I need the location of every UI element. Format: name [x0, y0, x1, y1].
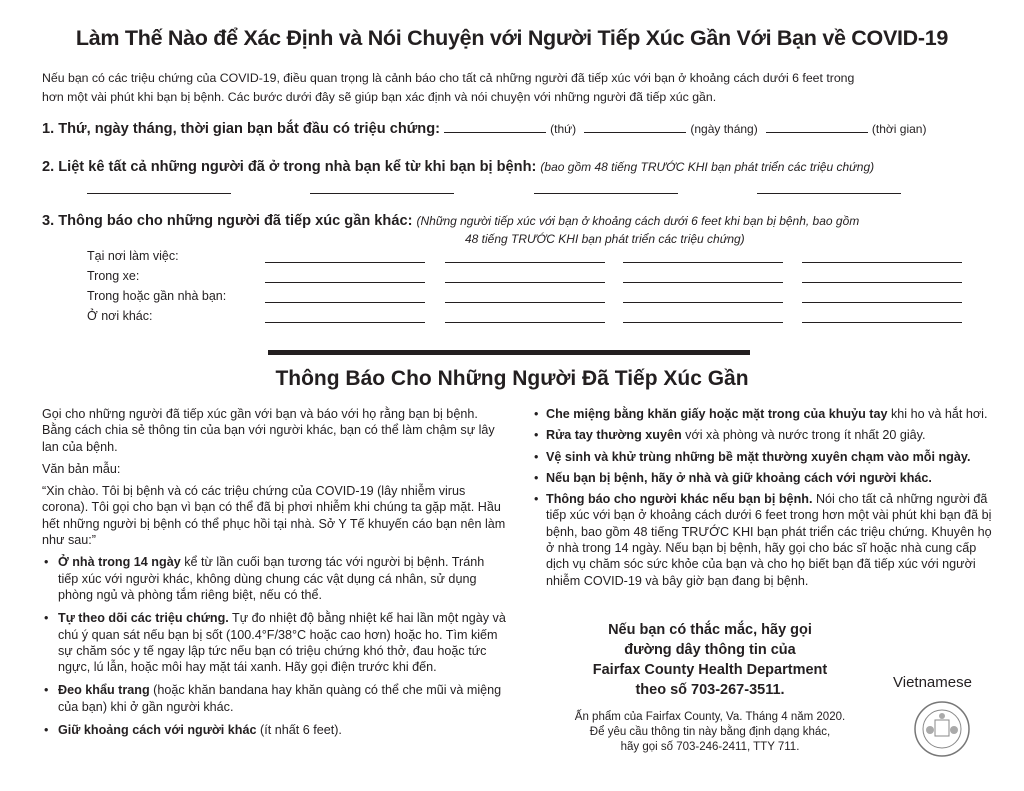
- sample-script: “Xin chào. Tôi bị bệnh và có các triệu chứng của COVID-19 (lây nhiễm virus corona). Tôi gọi cho bạn vì bạn có thể đã bị phơi nhiễm khi chúng ta gặp mặt. Hầu hết những người bị bệnh có thể phục hồi tại nhà. Sở Y Tế khuyến cáo bạn nên làm như sau:”: [42, 484, 506, 548]
- contact-field[interactable]: [265, 322, 425, 323]
- bullet-text: kể từ lần cuối bạn tương tác với người bị bệnh. Tránh tiếp xúc với người khác, không dùng chung các vật dụng cá nhân, sử dụng phòng ngủ và phòng tắm riêng biệt, nếu có thể.: [58, 555, 485, 602]
- page-title: Làm Thế Nào để Xác Định và Nói Chuyện với Người Tiếp Xúc Gần Với Bạn về COVID-19: [75, 26, 949, 50]
- paragraph: Văn bản mẫu:: [42, 461, 121, 476]
- bullet-text: (ít nhất 6 feet).: [256, 723, 342, 738]
- county-seal-icon: [913, 700, 971, 758]
- bullet-item: [532, 491, 997, 589]
- right-column: [532, 406, 997, 594]
- bullet-bold: Ở nhà trong 14 ngày: [58, 555, 181, 570]
- bullet-bold: Tự theo dõi các triệu chứng.: [58, 611, 229, 626]
- q1-label: 1. Thứ, ngày tháng, thời gian bạn bắt đầu có triệu chứng:: [42, 121, 440, 137]
- left-column: [42, 406, 507, 745]
- contact-field[interactable]: [445, 302, 605, 303]
- intro: [42, 69, 982, 107]
- contact-field[interactable]: [445, 282, 605, 283]
- paragraph: Gọi cho những người đã tiếp xúc gần với bạn và báo với họ rằng bạn bị bệnh. Bằng cách chia sẻ thông tin của bạn với người khác, bạn có thể làm chậm sự lây lan của bệnh.: [42, 407, 495, 454]
- contact-field[interactable]: [623, 282, 783, 283]
- bullet-text: với xà phòng và nước trong ít nhất 20 giây.: [681, 428, 926, 443]
- contact-field[interactable]: [445, 262, 605, 263]
- divider: [268, 350, 750, 355]
- contact-field[interactable]: [802, 322, 962, 323]
- contact-field[interactable]: [802, 282, 962, 283]
- row-label-work: Tại nơi làm việc:: [87, 249, 179, 263]
- pub-line: Để yêu cầu thông tin này bằng định dạng khác,: [589, 726, 831, 738]
- publication-info: [540, 710, 880, 755]
- time-label: (thời gian): [871, 122, 927, 136]
- contact-field[interactable]: [623, 262, 783, 263]
- date-label: (ngày tháng): [690, 122, 758, 136]
- q2-label: 2. Liệt kê tất cả những người đã ở trong nhà bạn kể từ khi bạn bị bệnh:: [42, 159, 537, 175]
- bullet-item: [42, 722, 507, 738]
- bullet-item: [42, 610, 507, 675]
- bullet-item: [532, 406, 997, 422]
- question-3: [42, 213, 859, 229]
- pub-line: Ấn phẩm của Fairfax County, Va. Tháng 4 năm 2020.: [574, 711, 846, 723]
- bullet-text: (hoặc khăn bandana hay khăn quàng có thể che mũi và miệng của bạn) khi ở gần người khác.: [58, 683, 502, 714]
- bullet-bold: Vệ sinh và khử trùng những bề mặt thường xuyên chạm vào mỗi ngày.: [546, 449, 971, 464]
- bullet-bold: Thông báo cho người khác nếu bạn bị bệnh.: [546, 492, 813, 507]
- bullet-text: khi ho và hắt hơi.: [887, 407, 988, 421]
- question-1: [42, 121, 926, 137]
- day-field[interactable]: [444, 121, 546, 133]
- pub-line: hãy gọi số 703-246-2411, TTY 711.: [620, 741, 800, 753]
- contact-field[interactable]: [265, 262, 425, 263]
- q3-label: 3. Thông báo cho những người đã tiếp xúc gần khác:: [42, 213, 413, 229]
- contact-line: Nếu bạn có thắc mắc, hãy gọi: [608, 622, 812, 638]
- contact-field[interactable]: [445, 322, 605, 323]
- contact-field[interactable]: [265, 282, 425, 283]
- intro-line: hơn một vài phút khi bạn bị bệnh. Các bước dưới đây sẽ giúp bạn xác định và nói chuyện với những người đã tiếp xúc gần.: [42, 90, 717, 104]
- contact-phone: theo số 703-267-3511.: [635, 682, 785, 698]
- bullet-bold: Rửa tay thường xuyên: [546, 428, 682, 443]
- contact-field[interactable]: [623, 322, 783, 323]
- household-field[interactable]: [534, 193, 678, 194]
- household-field[interactable]: [310, 193, 454, 194]
- contact-line: Fairfax County Health Department: [592, 662, 828, 678]
- contact-line: đường dây thông tin của: [624, 642, 796, 658]
- row-label-car: Trong xe:: [87, 269, 140, 283]
- intro-line: Nếu bạn có các triệu chứng của COVID-19, điều quan trọng là cảnh báo cho tất cả những người đã tiếp xúc với bạn ở khoảng cách dưới 6 feet trong: [42, 71, 855, 85]
- q3-note-2: 48 tiếng TRƯỚC KHI bạn phát triển các triệu chứng): [465, 232, 745, 246]
- bullet-bold: Nếu bạn bị bệnh, hãy ở nhà và giữ khoảng cách với người khác.: [546, 470, 932, 485]
- language-label: Vietnamese: [893, 674, 972, 691]
- contact-info: [560, 620, 860, 700]
- date-field[interactable]: [584, 121, 686, 133]
- contact-field[interactable]: [802, 302, 962, 303]
- question-2: [42, 159, 874, 175]
- contact-field[interactable]: [265, 302, 425, 303]
- contact-field[interactable]: [802, 262, 962, 263]
- row-label-home: Trong hoặc gần nhà bạn:: [87, 289, 227, 303]
- bullet-bold: Giữ khoảng cách với người khác: [58, 723, 257, 738]
- q2-note: (bao gồm 48 tiếng TRƯỚC KHI bạn phát triển các triệu chứng): [540, 160, 875, 174]
- bullet-bold: Che miệng bằng khăn giấy hoặc mặt trong của khuỷu tay: [546, 407, 888, 421]
- bullet-item: [42, 554, 507, 603]
- bullet-text: Tự đo nhiệt độ bằng nhiệt kế hai lần một ngày và chú ý quan sát nếu bạn bị sốt (100.4°F/38°C hoặc cao hơn) hoặc ho. Tìm kiếm sự chăm sóc y tế ngay lập tức nếu bạn có triệu chứng khó thở, đau hoặc tức ngực, lú lẫn, hoặc môi hay mặt tái xanh. Hãy gọi điện trước khi đến.: [58, 611, 506, 675]
- bullet-item: [532, 427, 997, 443]
- section-title: Thông Báo Cho Những Người Đã Tiếp Xúc Gần: [275, 367, 749, 390]
- bullet-item: [42, 682, 507, 715]
- time-field[interactable]: [766, 121, 868, 133]
- bullet-bold: Đeo khẩu trang: [58, 683, 150, 698]
- household-field[interactable]: [87, 193, 231, 194]
- day-label: (thứ): [550, 122, 577, 136]
- bullet-text: Nói cho tất cả những người đã tiếp xúc với bạn ở khoảng cách dưới 6 feet trong hơn một vài phút khi bạn đã bị bệnh, bao gồm 48 tiếng TRƯỚC KHI bạn phát triển các triệu chứng. Khuyên họ ở nhà trong 14 ngày. Nếu bạn bị bệnh, hãy gọi cho bác sĩ hoặc nhà cung cấp dịch vụ chăm sóc sức khỏe của bạn và cho họ biết bạn đã tiếp xúc với người nhiễm COVID-19 và bây giờ bạn đang bị bệnh.: [546, 492, 992, 588]
- bullet-item: [532, 449, 997, 465]
- household-field[interactable]: [757, 193, 901, 194]
- row-label-other: Ở nơi khác:: [87, 309, 153, 323]
- q3-note: (Những người tiếp xúc với bạn ở khoảng cách dưới 6 feet khi bạn bị bệnh, bao gồm: [416, 214, 860, 228]
- contact-field[interactable]: [623, 302, 783, 303]
- bullet-item: [532, 470, 997, 486]
